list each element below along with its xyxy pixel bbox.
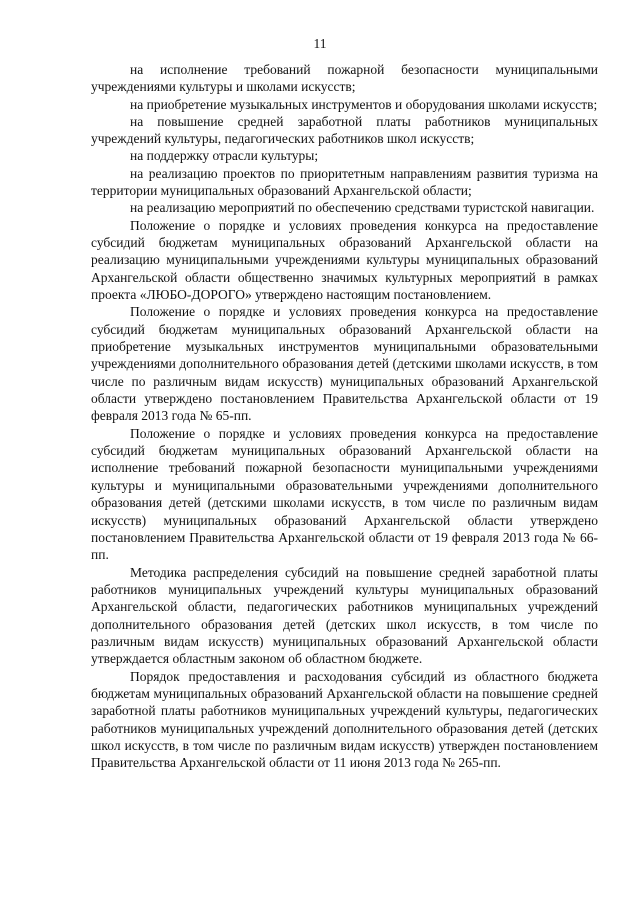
list-item: на исполнение требований пожарной безопасности муниципальными учреждениями культуры и школами искусств; — [91, 62, 598, 95]
list-item: на поддержку отрасли культуры; — [130, 148, 319, 164]
list-item: на повышение средней заработной платы работников муниципальных учреждений культуры, педагогических работников школ искусств; — [91, 113, 598, 147]
list-item: на реализацию мероприятий по обеспечению средствами туристской навигации. — [130, 200, 595, 216]
paragraph-salary-methodology: Методика распределения субсидий на повышение средней заработной платы работников муниципальных учреждений культуры муниципальных образований Архангельской области, педагогических работников муниципальных учреждений дополнительного образования детей (детских школ искусств, в том числе по различным видам искусств) муниципальных образований Архангельской области утверждается областным законом об областном бюджете. — [91, 564, 598, 667]
page-number: 11 — [313, 36, 327, 51]
body-text — [91, 61, 598, 772]
paragraph-fire-safety-regulation: Положение о порядке и условиях проведения конкурса на предоставление субсидий бюджетам муниципальных образований Архангельской области на исполнение требований пожарной безопасности муниципальными учреждениями культуры и муниципальными образовательными учреждениями дополнительного образования детей (детскими школами искусств, в том числе по различным видам искусств) муниципальных образований Архангельской области утверждено постановлением Правительства Архангельской области от 19 февраля 2013 года № 66-пп. — [91, 425, 598, 563]
list-item: на приобретение музыкальных инструментов и оборудования школами искусств; — [130, 96, 598, 112]
paragraph-lyubo-dorogo-regulation: Положение о порядке и условиях проведения конкурса на предоставление субсидий бюджетам муниципальных образований Архангельской области на реализацию муниципальными учреждениями культуры муниципальных образований Архангельской области общественно значимых культурных мероприятий в рамках проекта «ЛЮБО-ДОРОГО» утверждено настоящим постановлением. — [91, 217, 598, 303]
paragraph-subsidy-procedure: Порядок предоставления и расходования субсидий из областного бюджета бюджетам муниципальных образований Архангельской области на повышение средней заработной платы работников муниципальных учреждений культуры, педагогических работников муниципальных учреждений дополнительного образования детей (детских школ искусств, в том числе по различным видам искусств) утвержден постановлением Правительства Архангельской области от 11 июня 2013 года № 265-пп. — [91, 668, 598, 771]
paragraph-musical-instruments-regulation: Положение о порядке и условиях проведения конкурса на предоставление субсидий бюджетам муниципальных образований Архангельской области на приобретение музыкальных инструментов муниципальными образовательными учреждениями дополнительного образования детей (детскими школами искусств, в том числе по различным видам искусств) муниципальных образований Архангельской области утверждено постановлением Правительства Архангельской области от 19 февраля 2013 года № 65-пп. — [91, 304, 598, 424]
list-item: на реализацию проектов по приоритетным направлениям развития туризма на территории муниципальных образований Архангельской области; — [91, 165, 598, 199]
